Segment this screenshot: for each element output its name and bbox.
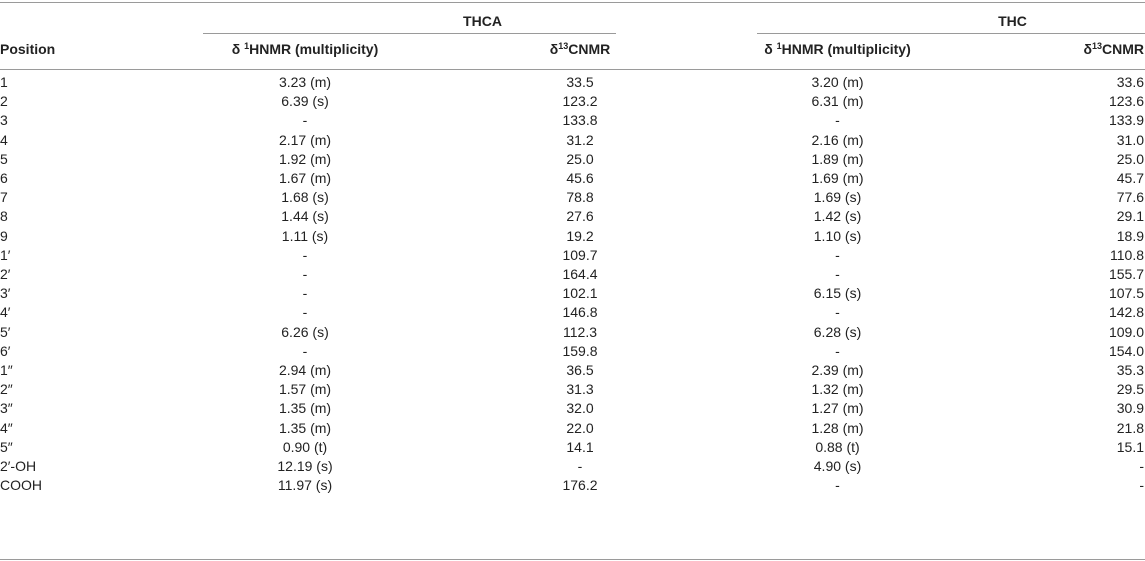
cell-thc-c: - bbox=[1139, 458, 1144, 475]
cell-thca-c: 176.2 bbox=[562, 477, 598, 494]
cell-thc-h: 6.28 (s) bbox=[813, 323, 862, 340]
table-row bbox=[0, 92, 1145, 111]
group-header-row bbox=[0, 9, 1145, 33]
table-row bbox=[0, 150, 1145, 169]
table-body bbox=[0, 65, 1145, 495]
cell-thc-c: 133.9 bbox=[1108, 112, 1144, 129]
cell-thca-h: - bbox=[302, 112, 308, 129]
cell-thca-c: 32.0 bbox=[566, 400, 594, 417]
cell-thca-c: 164.4 bbox=[562, 266, 598, 283]
table-row bbox=[0, 399, 1145, 418]
cell-thc-c: 109.0 bbox=[1108, 323, 1144, 340]
cell-thca-h: 2.17 (m) bbox=[278, 131, 332, 148]
table-row bbox=[0, 265, 1145, 284]
cell-thca-c: 33.5 bbox=[566, 74, 594, 90]
cell-thc-c: 15.1 bbox=[1116, 438, 1144, 455]
cell-position: 6 bbox=[0, 170, 8, 187]
table-row bbox=[0, 438, 1145, 457]
cell-thc-c: 31.0 bbox=[1116, 131, 1144, 148]
cell-thca-h: 1.92 (m) bbox=[278, 150, 332, 167]
cell-thca-c: 133.8 bbox=[562, 112, 598, 129]
table-row bbox=[0, 342, 1145, 361]
cell-thca-h: 1.11 (s) bbox=[281, 227, 329, 244]
cell-thca-c: 36.5 bbox=[566, 362, 594, 379]
group-thc: THC bbox=[998, 13, 1027, 29]
group-thca: THCA bbox=[463, 13, 502, 29]
cell-thc-c: 154.0 bbox=[1108, 342, 1144, 359]
cell-thc-h: - bbox=[835, 342, 840, 359]
table-row bbox=[0, 131, 1145, 150]
cell-thca-h: - bbox=[302, 285, 308, 302]
cell-position: 7 bbox=[0, 189, 8, 206]
cell-position: 4 bbox=[0, 131, 8, 148]
cell-thc-c: 29.1 bbox=[1116, 208, 1144, 225]
cell-thca-h: 1.44 (s) bbox=[281, 208, 329, 225]
cell-thc-c: 123.6 bbox=[1108, 93, 1144, 110]
table-row bbox=[0, 169, 1145, 188]
cell-position: 6′ bbox=[0, 342, 11, 359]
header-thca-c-nmr: $\delta^{13}CNMR$ bbox=[549, 41, 611, 57]
cell-thc-c: 45.7 bbox=[1116, 170, 1144, 187]
header-position: Position bbox=[0, 41, 56, 57]
cell-thc-c: 33.6 bbox=[1116, 74, 1144, 90]
cell-thc-h: 4.90 (s) bbox=[813, 458, 862, 475]
cell-thca-c: 25.0 bbox=[566, 150, 594, 167]
cell-thc-h: 2.39 (m) bbox=[811, 362, 864, 379]
cell-thca-h: - bbox=[302, 342, 308, 359]
cell-thca-c: 31.2 bbox=[566, 131, 594, 148]
cell-thca-c: 123.2 bbox=[562, 93, 598, 110]
cell-thca-c: 112.3 bbox=[563, 323, 597, 340]
table-row bbox=[0, 227, 1145, 246]
cell-thca-h: 6.26 (s) bbox=[281, 323, 329, 340]
cell-thc-c: 77.6 bbox=[1116, 189, 1144, 206]
cell-thc-h: 0.88 (t) bbox=[815, 438, 860, 455]
cell-thca-c: 45.6 bbox=[566, 170, 594, 187]
cell-position: 3 bbox=[0, 112, 8, 129]
cell-thc-h: 1.32 (m) bbox=[811, 381, 864, 398]
cell-thc-c: - bbox=[1139, 477, 1144, 494]
table-row bbox=[0, 419, 1145, 438]
table-row bbox=[0, 111, 1145, 130]
cell-position: 2″ bbox=[0, 381, 13, 398]
table-row bbox=[0, 188, 1145, 207]
table-row bbox=[0, 73, 1145, 92]
cell-thc-h: - bbox=[835, 246, 840, 263]
cell-thc-h: 1.42 (s) bbox=[813, 208, 862, 225]
cell-thc-h: 6.15 (s) bbox=[813, 285, 862, 302]
cell-thca-h: - bbox=[302, 246, 308, 263]
nmr-data-table bbox=[0, 9, 1145, 495]
cell-thca-c: - bbox=[577, 458, 583, 475]
cell-thc-h: 3.20 (m) bbox=[811, 74, 864, 90]
cell-thca-h: 1.57 (m) bbox=[278, 381, 332, 398]
cell-thca-h: - bbox=[302, 304, 308, 321]
cell-position: 4″ bbox=[0, 419, 13, 436]
cell-thca-h: - bbox=[302, 266, 308, 283]
cell-thc-h: - bbox=[835, 112, 840, 129]
cell-thc-h: 1.27 (m) bbox=[811, 400, 864, 417]
cell-thc-c: 18.9 bbox=[1116, 227, 1144, 244]
cell-thca-c: 102.1 bbox=[562, 285, 598, 302]
cell-thca-h: 2.94 (m) bbox=[278, 362, 332, 379]
cell-thc-h: - bbox=[835, 266, 840, 283]
cell-thc-c: 110.8 bbox=[1110, 246, 1144, 263]
cell-thc-h: 6.31 (m) bbox=[811, 93, 864, 110]
cell-thca-h: 1.67 (m) bbox=[278, 170, 332, 187]
header-thc-c-nmr: $\delta^{13}CNMR$ bbox=[1083, 41, 1144, 57]
cell-thc-h: - bbox=[835, 477, 840, 494]
cell-position: 5′ bbox=[0, 323, 11, 340]
cell-thc-h: 1.28 (m) bbox=[811, 419, 864, 436]
cell-thc-c: 35.3 bbox=[1116, 362, 1144, 379]
cell-position: 8 bbox=[0, 208, 8, 225]
column-header-row bbox=[0, 33, 1145, 65]
cell-position: 4′ bbox=[0, 304, 11, 321]
cell-thca-c: 22.0 bbox=[566, 419, 594, 436]
cell-thca-h: 6.39 (s) bbox=[281, 93, 329, 110]
bottom-rule bbox=[0, 559, 1145, 560]
header-thca-h-nmr: δ $^1$HNMR (multiplicity) bbox=[231, 41, 379, 57]
cell-position: 3′ bbox=[0, 285, 11, 302]
table-row bbox=[0, 457, 1145, 476]
cell-thca-c: 159.8 bbox=[562, 342, 598, 359]
cell-position: 2 bbox=[0, 93, 8, 110]
cell-thca-c: 109.7 bbox=[562, 246, 598, 263]
table-row bbox=[0, 303, 1145, 322]
cell-thc-h: 1.69 (s) bbox=[813, 189, 862, 206]
cell-thc-h: 1.10 (s) bbox=[813, 227, 862, 244]
table-row bbox=[0, 380, 1145, 399]
cell-position: 2′ bbox=[0, 266, 11, 283]
cell-thc-c: 29.5 bbox=[1116, 381, 1144, 398]
cell-thca-c: 31.3 bbox=[566, 381, 594, 398]
table-row bbox=[0, 284, 1145, 303]
cell-thc-h: - bbox=[835, 304, 840, 321]
cell-thca-c: 14.1 bbox=[566, 438, 594, 455]
cell-thc-h: 1.89 (m) bbox=[811, 150, 864, 167]
header-thc-h-nmr: δ $^1$HNMR (multiplicity) bbox=[764, 41, 911, 57]
cell-position: 1 bbox=[0, 74, 8, 90]
cell-thca-h: 11.97 (s) bbox=[277, 477, 333, 494]
cell-position: COOH bbox=[0, 477, 42, 494]
cell-thca-h: 1.68 (s) bbox=[281, 189, 329, 206]
cell-position: 5 bbox=[0, 150, 8, 167]
cell-thca-h: 3.23 (m) bbox=[278, 74, 332, 90]
cell-position: 1″ bbox=[0, 362, 13, 379]
cell-thc-h: 1.69 (m) bbox=[811, 170, 864, 187]
cell-thc-h: 2.16 (m) bbox=[811, 131, 864, 148]
table-row bbox=[0, 476, 1145, 495]
cell-thca-c: 78.8 bbox=[566, 189, 594, 206]
cell-position: 3″ bbox=[0, 400, 13, 417]
cell-thc-c: 142.8 bbox=[1108, 304, 1144, 321]
cell-thca-h: 1.35 (m) bbox=[278, 400, 332, 417]
cell-thc-c: 107.5 bbox=[1108, 285, 1144, 302]
cell-thca-c: 146.8 bbox=[562, 304, 598, 321]
cell-position: 5″ bbox=[0, 438, 13, 455]
cell-thc-c: 30.9 bbox=[1116, 400, 1144, 417]
cell-thc-c: 21.8 bbox=[1116, 419, 1144, 436]
cell-thca-h: 1.35 (m) bbox=[278, 419, 332, 436]
cell-thca-c: 27.6 bbox=[566, 208, 594, 225]
table-row bbox=[0, 361, 1145, 380]
cell-thca-c: 19.2 bbox=[566, 227, 594, 244]
cell-position: 9 bbox=[0, 227, 8, 244]
table-row bbox=[0, 246, 1145, 265]
cell-position: 2′-OH bbox=[0, 458, 37, 475]
cell-position: 1′ bbox=[0, 246, 11, 263]
table-row bbox=[0, 207, 1145, 226]
cell-thc-c: 155.7 bbox=[1108, 266, 1144, 283]
cell-thca-h: 0.90 (t) bbox=[282, 438, 328, 455]
cell-thca-h: 12.19 (s) bbox=[277, 458, 333, 475]
cell-thc-c: 25.0 bbox=[1116, 150, 1144, 167]
top-rule bbox=[0, 2, 1145, 3]
table-row bbox=[0, 323, 1145, 342]
